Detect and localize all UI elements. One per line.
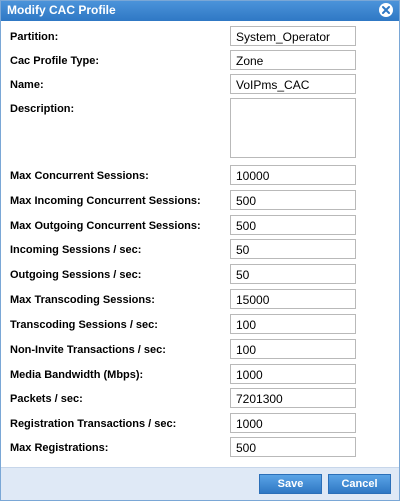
transcoding-sessions-per-sec-field[interactable]: 100 (230, 314, 356, 334)
max-concurrent-sessions-label: Max Concurrent Sessions: (10, 170, 149, 182)
packets-per-sec-field[interactable]: 7201300 (230, 388, 356, 408)
save-button[interactable]: Save (259, 474, 322, 494)
max-outgoing-concurrent-sessions-label: Max Outgoing Concurrent Sessions: (10, 220, 201, 232)
name-label: Name: (10, 79, 44, 91)
dialog-title: Modify CAC Profile (7, 3, 116, 17)
media-bandwidth-label: Media Bandwidth (Mbps): (10, 369, 144, 381)
max-outgoing-concurrent-sessions-field[interactable]: 500 (230, 215, 356, 235)
cac-profile-type-label: Cac Profile Type: (10, 55, 100, 67)
close-icon[interactable] (379, 3, 393, 17)
cancel-button[interactable]: Cancel (328, 474, 391, 494)
max-registrations-label: Max Registrations: (10, 442, 109, 454)
outgoing-sessions-per-sec-label: Outgoing Sessions / sec: (10, 269, 142, 281)
media-bandwidth-field[interactable]: 1000 (230, 364, 356, 384)
non-invite-transactions-per-sec-label: Non-Invite Transactions / sec: (10, 344, 166, 356)
max-incoming-concurrent-sessions-field[interactable]: 500 (230, 190, 356, 210)
description-textarea[interactable] (230, 98, 356, 158)
max-concurrent-sessions-field[interactable]: 10000 (230, 165, 356, 185)
registration-transactions-per-sec-label: Registration Transactions / sec: (10, 418, 177, 430)
partition-label: Partition: (10, 31, 59, 43)
partition-field[interactable]: System_Operator (230, 26, 356, 46)
outgoing-sessions-per-sec-field[interactable]: 50 (230, 264, 356, 284)
max-incoming-concurrent-sessions-label: Max Incoming Concurrent Sessions: (10, 195, 201, 207)
max-transcoding-sessions-label: Max Transcoding Sessions: (10, 294, 155, 306)
dialog-titlebar[interactable] (1, 1, 399, 21)
cac-profile-type-field[interactable]: Zone (230, 50, 356, 70)
description-label: Description: (10, 103, 75, 115)
non-invite-transactions-per-sec-field[interactable]: 100 (230, 339, 356, 359)
max-registrations-field[interactable]: 500 (230, 437, 356, 457)
transcoding-sessions-per-sec-label: Transcoding Sessions / sec: (10, 319, 158, 331)
packets-per-sec-label: Packets / sec: (10, 393, 83, 405)
incoming-sessions-per-sec-field[interactable]: 50 (230, 239, 356, 259)
incoming-sessions-per-sec-label: Incoming Sessions / sec: (10, 244, 142, 256)
max-transcoding-sessions-field[interactable]: 15000 (230, 289, 356, 309)
form-content (1, 21, 399, 467)
registration-transactions-per-sec-field[interactable]: 1000 (230, 413, 356, 433)
dialog-footer (1, 467, 399, 500)
name-field[interactable]: VoIPms_CAC (230, 74, 356, 94)
